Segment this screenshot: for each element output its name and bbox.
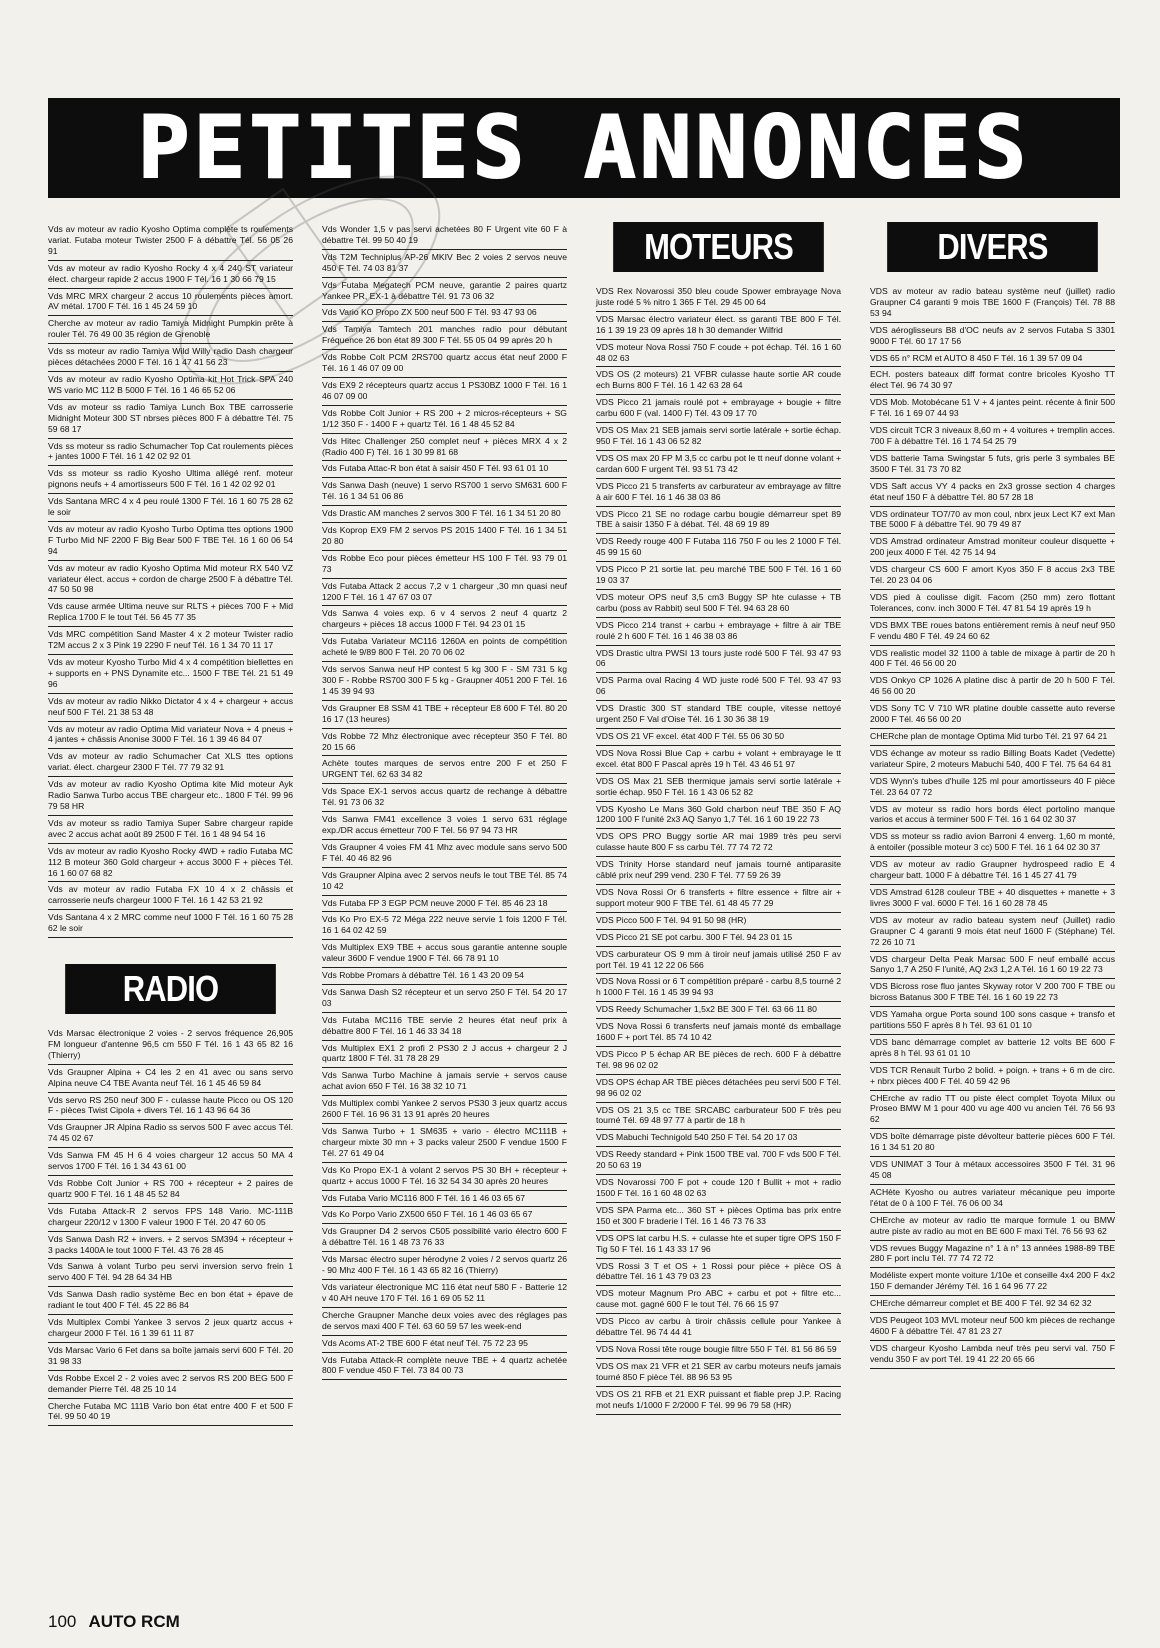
classified-ad: VDS OS 21 3,5 cc TBE SRCABC carburateur 500 F très peu tourné Tél. 69 48 97 77 à partir de 18 h bbox=[596, 1103, 841, 1131]
classified-ad: VDS av moteur ss radio hors bords élect portolino manque varios et accus à terminer 500 F Tél. 16 1 64 02 30 37 bbox=[870, 802, 1115, 830]
classified-ad: VDS Bicross rose fluo jantes Skyway rotor V 200 700 F TBE ou bicross Batanus 300 F TBE Tél. 16 1 60 19 22 73 bbox=[870, 979, 1115, 1007]
classified-ad: VDS av moteur av radio Graupner hydrospeed radio E 4 chargeur batt. 1000 F à débattre Tél. 16 1 45 27 41 79 bbox=[870, 857, 1115, 885]
classified-ad: Vds Robbe Excel 2 - 2 voies avec 2 servos RS 200 BEG 500 F demander Pierre Tél. 48 25 10 14 bbox=[48, 1371, 293, 1399]
classified-ad: VDS Amstrad ordinateur Amstrad moniteur couleur disquette + 200 jeux 4000 F Tél. 42 75 14 94 bbox=[870, 534, 1115, 562]
classified-ad: Vds Robbe Colt Junior + RS 700 + récepteur + 2 paires de quartz 900 F Tél. 16 1 48 45 52 84 bbox=[48, 1176, 293, 1204]
classified-ad: VDS moteur Nova Rossi 750 F coude + pot échap. Tél. 16 1 60 48 02 63 bbox=[596, 340, 841, 368]
classified-ad: Vds Sanwa Turbo Machine à jamais servie + servos cause achat avion 650 F Tél. 16 38 32 10 71 bbox=[322, 1068, 567, 1096]
classified-ad: Vds Koprop EX9 FM 2 servos PS 2015 1400 F Tél. 16 1 34 51 20 80 bbox=[322, 523, 567, 551]
classified-ad: Achète toutes marques de servos entre 200 F et 250 F URGENT Tél. 62 63 34 82 bbox=[322, 756, 567, 784]
classified-ad: Vds av moteur av radio Kyosho Rocky 4WD + radio Futaba MC 112 B moteur 360 Gold chargeur + accus 3000 F + pièces Tél. 16 1 60 07 68 82 bbox=[48, 844, 293, 883]
classified-ad: Vds Sanwa Dash R2 + invers. + 2 servos SM394 + récepteur + 3 packs 1400A le tout 1000 F Tél. 43 76 28 45 bbox=[48, 1232, 293, 1260]
section-header-radio: RADIO bbox=[65, 964, 276, 1014]
classified-ad: Vds Futaba Megatech PCM neuve, garantie 2 paires quartz Yankee PR, EX-1 à débattre Tél. 91 73 06 32 bbox=[322, 278, 567, 306]
classified-ad: Vds MRC MRX chargeur 2 accus 10 roulements pièces amort. AV métal. 1700 F Tél. 16 1 45 24 59 10 bbox=[48, 289, 293, 317]
column-3 bbox=[596, 222, 841, 1415]
classified-ad: Vds Graupner D4 2 servos C505 possibilité vario électro 600 F à débattre Tél. 16 1 48 73 76 33 bbox=[322, 1224, 567, 1252]
classified-ad: VDS Picco 21 SE pot carbu. 300 F Tél. 94 23 01 15 bbox=[596, 930, 841, 947]
classified-ad: VDS Wynn's tubes d'huile 125 ml pour amortisseurs 40 F pièce Tél. 23 64 07 72 bbox=[870, 774, 1115, 802]
classified-ad: Vds av moteur av radio Futaba FX 10 4 x 2 châssis et carrosserie neufs chargeur 1000 F Tél. 16 1 42 53 21 92 bbox=[48, 882, 293, 910]
ads-list-radio-continued bbox=[322, 222, 567, 1380]
classified-ad: VDS Drastic ultra PWSI 13 tours juste rodé 500 F Tél. 93 47 93 06 bbox=[596, 646, 841, 674]
classified-ad: ACHète Kyosho ou autres variateur mécanique peu importe l'état de 0 à 100 F Tél. 76 06 00 34 bbox=[870, 1185, 1115, 1213]
classified-ad: Vds ss moteur ss radio Schumacher Top Cat roulements pièces + jantes 1000 F Tél. 16 1 42 02 92 01 bbox=[48, 439, 293, 467]
classified-ad: VDS Picco P 21 sortie lat. peu marché TBE 500 F Tél. 16 1 60 19 03 37 bbox=[596, 562, 841, 590]
classified-ad: Vds Santana MRC 4 x 4 peu roulé 1300 F Tél. 16 1 60 75 28 62 le soir bbox=[48, 494, 293, 522]
classified-ad: VDS Picco 500 F Tél. 94 91 50 98 (HR) bbox=[596, 913, 841, 930]
classified-ad: Vds av moteur Kyosho Turbo Mid 4 x 4 compétition biellettes en + supports en + PNS Dynamite etc... 1500 F TBE Tél. 21 51 49 96 bbox=[48, 655, 293, 694]
classified-ad: Vds av moteur av radio Kyosho Optima Mid moteur RX 540 VZ variateur élect. accus + cordon de charge 2500 F à débattre Tél. 47 50 50 98 bbox=[48, 561, 293, 600]
ads-list-divers bbox=[870, 284, 1115, 1369]
classified-ad: VDS OS Max 21 SEB jamais servi sortie latérale + sortie échap. 950 F Tél. 16 1 43 06 52 82 bbox=[596, 423, 841, 451]
classified-ad: VDS Yamaha orgue Porta sound 100 sons casque + transfo et partitions 550 F après 8 h Tél. 93 61 01 10 bbox=[870, 1007, 1115, 1035]
classified-ad: Vds ss moteur av radio Tamiya Wild Willy radio Dash chargeur pièces détachées 2000 F Tél. 16 1 47 41 56 23 bbox=[48, 344, 293, 372]
classified-ad: VDS Amstrad 6128 couleur TBE + 40 disquettes + manette + 3 livres 3000 F val. 6000 F Tél. 16 1 60 28 78 45 bbox=[870, 885, 1115, 913]
classified-ad: Vds Futaba MC116 TBE servie 2 heures état neuf prix à débattre 800 F Tél. 16 1 46 33 34 18 bbox=[322, 1013, 567, 1041]
classified-ad: VDS Mabuchi Technigold 540 250 F Tél. 54 20 17 03 bbox=[596, 1130, 841, 1147]
classified-ad: Vds Futaba Attack-R complète neuve TBE + 4 quartz achetée 800 F vendue 450 F Tél. 73 84 00 73 bbox=[322, 1353, 567, 1381]
ads-list bbox=[48, 222, 293, 938]
classified-ad: VDS Picco 214 transt + carbu + embrayage + filtre à air TBE roulé 2 h 600 F Tél. 16 1 46 38 03 86 bbox=[596, 618, 841, 646]
classified-ad: VDS Kyosho Le Mans 360 Gold charbon neuf TBE 350 F AQ 1200 100 F l'unité 2x3 AQ Sanyo 1,7 Tél. 16 1 60 19 22 73 bbox=[596, 802, 841, 830]
classified-ad: Vds av moteur av radio Kyosho Optima kite Mid moteur Ayk Radio Sanwa Turbo accus TBE chargeur etc.. 1800 F Tél. 99 96 79 58 HR bbox=[48, 777, 293, 816]
classified-ad: VDS Mob. Motobécane 51 V + 4 jantes peint. récente à finir 500 F Tél. 16 1 69 07 44 93 bbox=[870, 395, 1115, 423]
classified-ad: Vds Sanwa FM41 excellence 3 voies 1 servo 631 réglage exp./DR accus émetteur 700 F Tél. 56 97 94 73 HR bbox=[322, 812, 567, 840]
classified-ad: Vds Drastic AM manches 2 servos 300 F Tél. 16 1 34 51 20 80 bbox=[322, 506, 567, 523]
classified-ad: Vds Acoms AT-2 TBE 600 F état neuf Tél. 75 72 23 95 bbox=[322, 1336, 567, 1353]
column-2 bbox=[322, 222, 567, 1380]
classified-ad: VDS pied à coulisse digit. Facom (250 mm) zero flottant Tolerances, conv. inch 3000 F Tél. 47 81 54 19 après 19 h bbox=[870, 590, 1115, 618]
classified-ad: VDS revues Buggy Magazine n° 1 à n° 13 années 1988-89 TBE 280 F port inclu Tél. 77 74 72 72 bbox=[870, 1241, 1115, 1269]
classified-ad: Vds MRC compétition Sand Master 4 x 2 moteur Twister radio T2M accus 2 x 3 Pink 19 2290 F neuf Tél. 16 1 34 70 11 17 bbox=[48, 627, 293, 655]
classified-ad: VDS Picco P 5 échap AR BE pièces de rech. 600 F à débattre Tél. 98 96 02 02 bbox=[596, 1047, 841, 1075]
classified-ad: Vds Multiplex Combi Yankee 3 servos 2 jeux quartz accus + chargeur 2000 F Tél. 16 1 39 61 11 87 bbox=[48, 1315, 293, 1343]
classified-ad: Vds Ko Propo EX-1 à volant 2 servos PS 30 BH + récepteur + quartz + accus 1000 F Tél. 16 32 54 34 30 après 20 heures bbox=[322, 1163, 567, 1191]
page-number: 100 bbox=[48, 1612, 77, 1631]
classified-ad: VDS OS 21 RFB et 21 EXR puissant et fiable prep J.P. Racing mot neufs 1/1000 F 2/2000 F Tél. 99 96 79 58 (HR) bbox=[596, 1387, 841, 1415]
classified-ad: VDS batterie Tama Swingstar 5 futs, gris perle 3 symbales BE 3500 F Tél. 31 73 70 82 bbox=[870, 451, 1115, 479]
classified-ad: Vds Ko Pro EX-5 72 Méga 222 neuve servie 1 fois 1200 F Tél. 16 1 64 02 42 59 bbox=[322, 912, 567, 940]
classified-ad: Vds cause armée Ultima neuve sur RLTS + pièces 700 F + Mid Replica 1700 F le tout Tél. 56 45 77 35 bbox=[48, 599, 293, 627]
classified-ad: Vds T2M Techniplus AP-26 MKIV Bec 2 voies 2 servos neuve 450 F Tél. 74 03 81 37 bbox=[322, 250, 567, 278]
classified-ad: VDS aéroglisseurs B8 d'OC neufs av 2 servos Futaba S 3301 9000 F Tél. 60 17 17 56 bbox=[870, 323, 1115, 351]
classified-ad: VDS moteur OPS neuf 3,5 cm3 Buggy SP hte culasse + TB carbu (poss av Rabbit) seul 500 F Tél. 94 63 28 60 bbox=[596, 590, 841, 618]
classified-ad: VDS TCR Renault Turbo 2 bolid. + poign. + trans + 6 m de circ. + nbrx pièces 400 F Tél. 40 59 42 96 bbox=[870, 1063, 1115, 1091]
classified-ad: CHErche av moteur av radio tte marque formule 1 ou BMW autre piste av radio au mot en BE 600 F maxi Tél. 76 56 93 62 bbox=[870, 1213, 1115, 1241]
classified-ad: Vds EX9 2 récepteurs quartz accus 1 PS30BZ 1000 F Tél. 16 1 46 07 09 00 bbox=[322, 378, 567, 406]
page-banner bbox=[48, 98, 1120, 198]
classified-ad: Vds av moteur av radio Schumacher Cat XLS ttes options variat. élect. chargeur 2300 F Tél. 77 79 32 91 bbox=[48, 749, 293, 777]
classified-ad: Vds variateur électronique MC 116 état neuf 580 F - Batterie 12 v 40 AH neuve 170 F Tél. 16 1 69 05 52 11 bbox=[322, 1280, 567, 1308]
ads-list-moteurs bbox=[596, 284, 841, 1415]
classified-ad: Vds servos Sanwa neuf HP contest 5 kg 300 F - SM 731 5 kg 300 F - Robbe RS700 300 F 5 kg - Graupner 4051 200 F Tél. 16 1 45 39 94 93 bbox=[322, 662, 567, 701]
classified-ad: Vds Marsac Vario 6 Fet dans sa boîte jamais servi 600 F Tél. 20 31 98 33 bbox=[48, 1343, 293, 1371]
column-1 bbox=[48, 222, 293, 1426]
classified-ad: VDS chargeur CS 600 F amort Kyos 350 F 8 accus 2x3 TBE Tél. 20 23 04 06 bbox=[870, 562, 1115, 590]
classified-ad: Vds av moteur ss radio Tamiya Super Sabre chargeur rapide avec 2 accus achat août 89 2500 F Tél. 16 1 48 94 54 16 bbox=[48, 816, 293, 844]
classified-ad: Vds av moteur av radio Nikko Dictator 4 x 4 + chargeur + accus neuf 500 F Tél. 21 38 53 48 bbox=[48, 694, 293, 722]
classified-ad: Vds Futaba Attac-R bon état à saisir 450 F Tél. 93 61 01 10 bbox=[322, 461, 567, 478]
classified-ad: Vds Robbe 72 Mhz électronique avec récepteur 350 F Tél. 80 20 15 66 bbox=[322, 729, 567, 757]
classified-ad: Vds Graupner Alpina avec 2 servos neufs le tout TBE Tél. 85 74 10 42 bbox=[322, 868, 567, 896]
classified-ad: Vds servo RS 250 neuf 300 F - culasse haute Picco ou OS 120 F - pièces Twist Cipola + divers Tél. 16 1 43 96 64 36 bbox=[48, 1093, 293, 1121]
classified-ad: Vds Ko Porpo Vario ZX500 650 F Tél. 16 1 46 03 65 67 bbox=[322, 1207, 567, 1224]
classified-ad: Vds av moteur av radio Kyosho Rocky 4 x 4 240 ST variateur élect. chargeur rapide 2 accus 1900 F Tél. 16 1 30 66 79 15 bbox=[48, 261, 293, 289]
banner-title: PETITES ANNONCES bbox=[137, 98, 1031, 198]
classified-ad: Cherche Graupner Manche deux voies avec des réglages pas de servos maxi 400 F Tél. 63 60 59 57 les week-end bbox=[322, 1308, 567, 1336]
classified-ad: Vds Sanwa FM 45 H 6 4 voies chargeur 12 accus 50 MA 4 servos 1700 F Tél. 16 1 34 43 61 00 bbox=[48, 1148, 293, 1176]
classified-ad: Vds Robbe Eco pour pièces émetteur HS 100 F Tél. 93 79 01 73 bbox=[322, 551, 567, 579]
classified-ad: Cherche Futaba MC 111B Vario bon état entre 400 F et 500 F Tél. 99 50 40 19 bbox=[48, 1399, 293, 1427]
classified-ad: Vds Sanwa Dash radio système Bec en bon état + épave de radiant le tout 400 F Tél. 45 22 86 84 bbox=[48, 1287, 293, 1315]
classified-ad: Vds ss moteur ss radio Kyosho Ultima allégé renf. moteur pignons neufs + 4 amortisseurs 500 F Tél. 16 1 42 02 92 01 bbox=[48, 466, 293, 494]
classified-ad: Vds Santana 4 x 2 MRC comme neuf 1000 F Tél. 16 1 60 75 28 62 le soir bbox=[48, 910, 293, 938]
classified-ad: Vds Graupner Alpina + C4 les 2 en 41 avec ou sans servo Alpina neuve C4 TBE Avanta neuf Tél. 16 1 45 46 59 84 bbox=[48, 1065, 293, 1093]
classified-ad: Vds Futaba FP 3 EGP PCM neuve 2000 F Tél. 85 46 23 18 bbox=[322, 896, 567, 913]
classified-ad: VDS Rex Novarossi 350 bleu coude Spower embrayage Nova juste rodé 5 % nitro 1 365 F Tél. 29 45 00 64 bbox=[596, 284, 841, 312]
classified-ad: Vds Multiplex combi Yankee 2 servos PS30 3 jeux quartz accus 2600 F Tél. 16 96 31 13 91 après 20 heures bbox=[322, 1096, 567, 1124]
classified-ad: VDS OS Max 21 SEB thermique jamais servi sortie latérale + sortie échap. 950 F Tél. 16 1 43 06 52 82 bbox=[596, 774, 841, 802]
classified-ad: VDS UNIMAT 3 Tour à métaux accessoires 3500 F Tél. 31 96 45 08 bbox=[870, 1157, 1115, 1185]
classified-ad: Vds Tamiya Tamtech 201 manches radio pour débutant Fréquence 26 bon état 89 300 F Tél. 55 05 04 99 après 20 h bbox=[322, 322, 567, 350]
classified-ad: Vds Sanwa 4 voies exp. 6 v 4 servos 2 neuf 4 quartz 2 chargeurs + pièces 18 accus 1000 F Tél. 94 23 01 15 bbox=[322, 606, 567, 634]
classified-ad: VDS OS 21 VF excel. état 400 F Tél. 55 06 30 50 bbox=[596, 729, 841, 746]
classified-ad: Vds av moteur ss radio Tamiya Lunch Box TBE carrosserie Midnight Moteur 300 ST nbrses pièces 800 F à débattre Tél. 75 59 68 17 bbox=[48, 400, 293, 439]
classified-ad: Vds Graupner 4 voies FM 41 Mhz avec module sans servo 500 F Tél. 40 46 82 96 bbox=[322, 840, 567, 868]
classified-ad: VDS Nova Rossi Or 6 transferts + filtre essence + filtre air + support moteur 900 F TBE Tél. 61 48 45 77 29 bbox=[596, 885, 841, 913]
classified-ad: Vds Multiplex EX1 2 profi 2 PS30 2 J accus + chargeur 2 J quartz 1800 F Tél. 31 78 28 29 bbox=[322, 1041, 567, 1069]
classified-ad: VDS boîte démarrage piste dévolteur batterie pièces 600 F Tél. 16 1 34 51 20 80 bbox=[870, 1129, 1115, 1157]
classified-ad: Vds Marsac électro super hérodyne 2 voies / 2 servos quartz 26 - 90 Mhz 400 F Tél. 16 1 43 65 82 16 (Thierry) bbox=[322, 1252, 567, 1280]
classified-ad: VDS OPS échap AR TBE pièces détachées peu servi 500 F Tél. 98 96 02 02 bbox=[596, 1075, 841, 1103]
classified-ad: VDS Saft accus VY 4 packs en 2x3 grosse section 4 charges état neuf 150 F à débattre Tél. 80 57 28 18 bbox=[870, 479, 1115, 507]
classified-ad: Vds Multiplex EX9 TBE + accus sous garantie antenne souple valeur 3600 F vendue 1900 F Tél. 66 78 91 10 bbox=[322, 940, 567, 968]
classified-ad: VDS OPS PRO Buggy sortie AR mai 1989 très peu servi culasse haute 800 F ss carbu Tél. 77 74 72 72 bbox=[596, 829, 841, 857]
classified-ad: VDS Peugeot 103 MVL moteur neuf 500 km pièces de rechange 4600 F à débattre Tél. 47 81 23 27 bbox=[870, 1313, 1115, 1341]
classified-ad: VDS moteur Magnum Pro ABC + carbu et pot + filtre etc... cause mot. gagné 600 F le tout Tél. 76 66 15 97 bbox=[596, 1286, 841, 1314]
classified-ad: VDS Picco av carbu à tiroir châssis cellule pour Yankee à débattre Tél. 96 74 44 41 bbox=[596, 1314, 841, 1342]
classified-ad: Vds Vario KO Propo ZX 500 neuf 500 F Tél. 93 47 93 06 bbox=[322, 305, 567, 322]
classified-ad: Vds Sanwa à volant Turbo peu servi inversion servo frein 1 servo 400 F Tél. 94 28 64 34 HB bbox=[48, 1259, 293, 1287]
classified-ad: Vds Futaba Attack-R 2 servos FPS 148 Vario. MC-111B chargeur 220/12 v 1300 F valeur 1900 F Tél. 20 47 60 05 bbox=[48, 1204, 293, 1232]
classified-ad: VDS chargeur Kyosho Lambda neuf très peu servi val. 750 F vendu 350 F av port Tél. 19 41 22 20 65 66 bbox=[870, 1341, 1115, 1369]
column-4 bbox=[870, 222, 1115, 1369]
classified-ad: Vds Sanwa Dash (neuve) 1 servo RS700 1 servo SM631 600 F Tél. 16 1 34 51 06 86 bbox=[322, 478, 567, 506]
classified-ad: VDS Nova Rossi 6 transferts neuf jamais monté ds emballage 1600 F + port Tél. 85 74 10 42 bbox=[596, 1019, 841, 1047]
classified-ad: VDS SPA Parma etc... 360 ST + pièces Optima bas prix entre 150 et 300 F braderie l Tél. 16 1 46 73 76 33 bbox=[596, 1203, 841, 1231]
classified-ad: Vds Robbe Colt Junior + RS 200 + 2 micros-récepteurs + SG 1/12 350 F - 1400 F + quartz Tél. 16 1 48 45 52 84 bbox=[322, 406, 567, 434]
classified-ad: ECH. posters bateaux diff format contre bricoles Kyosho TT élect Tél. 96 74 30 97 bbox=[870, 367, 1115, 395]
classified-ad: Vds Graupner JR Alpina Radio ss servos 500 F avec accus Tél. 74 45 02 67 bbox=[48, 1120, 293, 1148]
classified-ad: VDS Nova Rossi Blue Cap + carbu + volant + embrayage le tt excel. état 800 F Pascal après 19 h Tél. 43 46 51 97 bbox=[596, 746, 841, 774]
classified-ad: VDS Onkyo CP 1026 A platine disc à partir de 20 h 500 F Tél. 46 56 00 20 bbox=[870, 673, 1115, 701]
classified-ad: VDS Reedy standard + Pink 1500 TBE val. 700 F vds 500 F Tél. 20 50 63 19 bbox=[596, 1147, 841, 1175]
section-header-moteurs: MOTEURS bbox=[613, 222, 824, 272]
classified-ad: VDS Drastic 300 ST standard TBE couple, vitesse nettoyé urgent 250 F Val d'Oise Tél. 16 1 30 36 38 19 bbox=[596, 701, 841, 729]
classified-ad: VDS Picco 21 5 transferts av carburateur av embrayage av filtre à air 600 F Tél. 16 1 46 38 03 86 bbox=[596, 479, 841, 507]
classified-ad: VDS Marsac électro variateur élect. ss garanti TBE 800 F Tél. 16 1 39 19 23 09 après 18 h 30 demander Wilfrid bbox=[596, 312, 841, 340]
classified-ad: Vds Graupner E8 SSM 41 TBE + récepteur E8 600 F Tél. 80 20 16 17 (13 heures) bbox=[322, 701, 567, 729]
classified-ad: VDS banc démarrage complet av batterie 12 volts BE 600 F après 8 h Tél. 93 61 01 10 bbox=[870, 1035, 1115, 1063]
classified-ad: VDS Parma oval Racing 4 WD juste rodé 500 F Tél. 93 47 93 06 bbox=[596, 673, 841, 701]
classified-ad: VDS circuit TCR 3 niveaux 8,60 m + 4 voitures + tremplin acces. 700 F à débattre Tél. 16 1 74 54 25 79 bbox=[870, 423, 1115, 451]
section-header-divers: DIVERS bbox=[887, 222, 1098, 272]
classified-ad: Vds av moteur av radio Optima Mid variateur Nova + 4 pneus + 4 jantes + châssis Anonise 3000 F Tél. 16 1 39 46 84 07 bbox=[48, 722, 293, 750]
classified-ad: VDS chargeur Delta Peak Marsac 500 F neuf emballé accus Sanyo 1,7 A 250 F l'unité, AQ 2x3 1,2 A Tél. 16 1 60 19 22 73 bbox=[870, 952, 1115, 980]
classified-ad: VDS OS max 20 FP M 3,5 cc carbu pot le tt neuf donne volant + cardan 600 F urgent Tél. 93 51 73 42 bbox=[596, 451, 841, 479]
classified-ad: Vds Sanwa Turbo + 1 SM635 + vario - électro MC111B + chargeur mixte 30 mn + 3 packs valeur 2500 F vendue 1500 F Tél. 27 61 49 04 bbox=[322, 1124, 567, 1163]
classified-ad: VDS échange av moteur ss radio Billing Boats Kadet (Vedette) variateur Spire, 2 moteurs Mabuchi 540, 400 F Tél. 75 64 64 81 bbox=[870, 746, 1115, 774]
classified-ad: Vds Wonder 1,5 v pas servi achetées 80 F Urgent vite 60 F à débattre Tél. 99 50 40 19 bbox=[322, 222, 567, 250]
classified-ad: VDS Rossi 3 T et OS + 1 Rossi pour pièce + pièce OS à débattre Tél. 16 1 43 79 03 23 bbox=[596, 1259, 841, 1287]
classified-ad: Vds Sanwa Dash S2 récepteur et un servo 250 F Tél. 54 20 17 03 bbox=[322, 985, 567, 1013]
classified-ad: VDS Trinity Horse standard neuf jamais tourné antiparasite câblé prix neuf 299 vend. 230 F Tél. 77 59 26 39 bbox=[596, 857, 841, 885]
classified-ad: VDS OS max 21 VFR et 21 SER av carbu moteurs neufs jamais tourné 850 F pièce Tél. 88 96 53 95 bbox=[596, 1359, 841, 1387]
classified-ad: Vds Robbe Colt PCM 2RS700 quartz accus état neuf 2000 F Tél. 16 1 46 07 09 00 bbox=[322, 350, 567, 378]
magazine-name: AUTO RCM bbox=[88, 1612, 180, 1631]
classified-ad: Vds Futaba Vario MC116 800 F Tél. 16 1 46 03 65 67 bbox=[322, 1191, 567, 1208]
classified-ad: CHERche plan de montage Optima Mid turbo Tél. 21 97 64 21 bbox=[870, 729, 1115, 746]
classified-ad: Cherche av moteur av radio Tamiya Midnight Pumpkin prête à rouler Tél. 76 49 00 35 région de Grenoble bbox=[48, 316, 293, 344]
classified-ad: VDS Novarossi 700 F pot + coude 120 f Bullit + mot + radio 1500 F Tél. 16 1 60 48 02 63 bbox=[596, 1175, 841, 1203]
classified-ad: VDS 65 n° RCM et AUTO 8 450 F Tél. 16 1 39 57 09 04 bbox=[870, 351, 1115, 368]
classified-ad: Vds Futaba Variateur MC116 1260A en points de compétition acheté le 9/89 800 F Tél. 20 70 06 02 bbox=[322, 634, 567, 662]
classified-ad: VDS BMX TBE roues batons entièrement remis à neuf neuf 950 F vendu 480 F Tél. 49 24 60 62 bbox=[870, 618, 1115, 646]
classified-ad: VDS ordinateur TO7/70 av mon coul, nbrx jeux Lect K7 ext Man TBE 5000 F à débattre Tél. 90 79 49 87 bbox=[870, 507, 1115, 535]
classified-ad: VDS ss moteur ss radio avion Barroni 4 enverg. 1,60 m monté, à entoiler (possible moteur 3 cc) 500 F Tél. 16 1 64 02 30 37 bbox=[870, 829, 1115, 857]
classified-ad: CHErche démarreur complet et BE 400 F Tél. 92 34 62 32 bbox=[870, 1296, 1115, 1313]
classified-ad: VDS OPS lat carbu H.S. + culasse hte et super tigre OPS 150 F Tig 50 F Tél. 16 1 43 33 17 96 bbox=[596, 1231, 841, 1259]
classified-ad: Vds av moteur av radio Kyosho Optima complète ts roulements variat. Futaba moteur Twister 2500 F à débattre Tél. 56 05 26 91 bbox=[48, 222, 293, 261]
classified-ad: Vds Futaba Attack 2 accus 7,2 v 1 chargeur ,30 mn quasi neuf 1200 F Tél. 16 1 47 67 03 07 bbox=[322, 579, 567, 607]
classified-ad: Vds av moteur av radio Kyosho Optima kit Hot Trick SPA 240 WS vario MC 112 B 5000 F Tél. 16 1 46 65 52 06 bbox=[48, 372, 293, 400]
classified-ad: Modéliste expert monte voiture 1/10e et conseille 4x4 200 F 4x2 150 F demander Jérémy Tél. 16 1 64 96 77 22 bbox=[870, 1268, 1115, 1296]
classified-ad: Vds Robbe Promars à débattre Tél. 16 1 43 20 09 54 bbox=[322, 968, 567, 985]
classified-ad: VDS av moteur av radio bateau system neuf (Juillet) radio Graupner C 4 garanti 9 mois état neuf 1600 F (Stéphane) Tél. 72 26 10 71 bbox=[870, 913, 1115, 952]
classified-ad: VDS Picco 21 jamais roulé pot + embrayage + bougie + filtre carbu 600 F (val. 1400 F) Tél. 43 09 17 70 bbox=[596, 395, 841, 423]
page-footer bbox=[48, 1612, 180, 1632]
classified-ad: VDS carburateur OS 9 mm à tiroir neuf jamais utilisé 250 F av port Tél. 19 41 12 22 06 566 bbox=[596, 947, 841, 975]
ads-list-radio bbox=[48, 1026, 293, 1426]
classified-ad: VDS realistic model 32 1100 à table de mixage à partir de 20 h 400 F Tél. 46 56 00 20 bbox=[870, 646, 1115, 674]
classified-ad: Vds av moteur av radio Kyosho Turbo Optima ttes options 1900 F Turbo Mid NF 2200 F Big Bear 500 F TBE Tél. 16 1 60 06 54 94 bbox=[48, 522, 293, 561]
classified-ad: VDS Picco 21 SE no rodage carbu bougie démarreur spet 89 TBE à saisir 1350 F à débat. Tél. 48 69 19 89 bbox=[596, 507, 841, 535]
classified-ad: Vds Hitec Challenger 250 complet neuf + pièces MRX 4 x 2 (Radio 400 F) Tél. 16 1 30 99 81 68 bbox=[322, 434, 567, 462]
classified-ad: Vds Marsac électronique 2 voies - 2 servos fréquence 26,905 FM longueur d'antenne 96,5 cm 550 F Tél. 16 1 43 65 82 16 (Thierry) bbox=[48, 1026, 293, 1065]
classified-ad: CHErche av radio TT ou piste élect complet Toyota Milux ou Proseo BMW M 1 pour 400 vu age 400 vu ancien Tél. 76 56 93 62 bbox=[870, 1091, 1115, 1130]
classified-ad: VDS Nova Rossi or 6 T compétition préparé - carbu 8,5 tourné 2 h 1000 F Tél. 16 1 45 39 94 93 bbox=[596, 974, 841, 1002]
classified-ad: VDS Sony TC V 710 WR platine double cassette auto reverse 2000 F Tél. 46 56 00 20 bbox=[870, 701, 1115, 729]
classified-ad: VDS Nova Rossi tête rouge bougie filtre 550 F Tél. 81 56 86 59 bbox=[596, 1342, 841, 1359]
classified-ad: VDS Reedy Schumacher 1,5x2 BE 300 F Tél. 63 66 11 80 bbox=[596, 1002, 841, 1019]
classified-ad: VDS Reedy rouge 400 F Futaba 116 750 F ou les 2 1000 F Tél. 45 99 15 60 bbox=[596, 534, 841, 562]
classified-ad: VDS av moteur av radio bateau système neuf (juillet) radio Graupner C4 garanti 9 mois TBE 1600 F (François) Tél. 78 88 53 94 bbox=[870, 284, 1115, 323]
classified-ad: VDS OS (2 moteurs) 21 VFBR culasse haute sortie AR coude ech Burns 800 F Tél. 16 1 42 63 28 64 bbox=[596, 367, 841, 395]
classified-ad: Vds Space EX-1 servos accus quartz de rechange à débattre Tél. 91 73 06 32 bbox=[322, 784, 567, 812]
